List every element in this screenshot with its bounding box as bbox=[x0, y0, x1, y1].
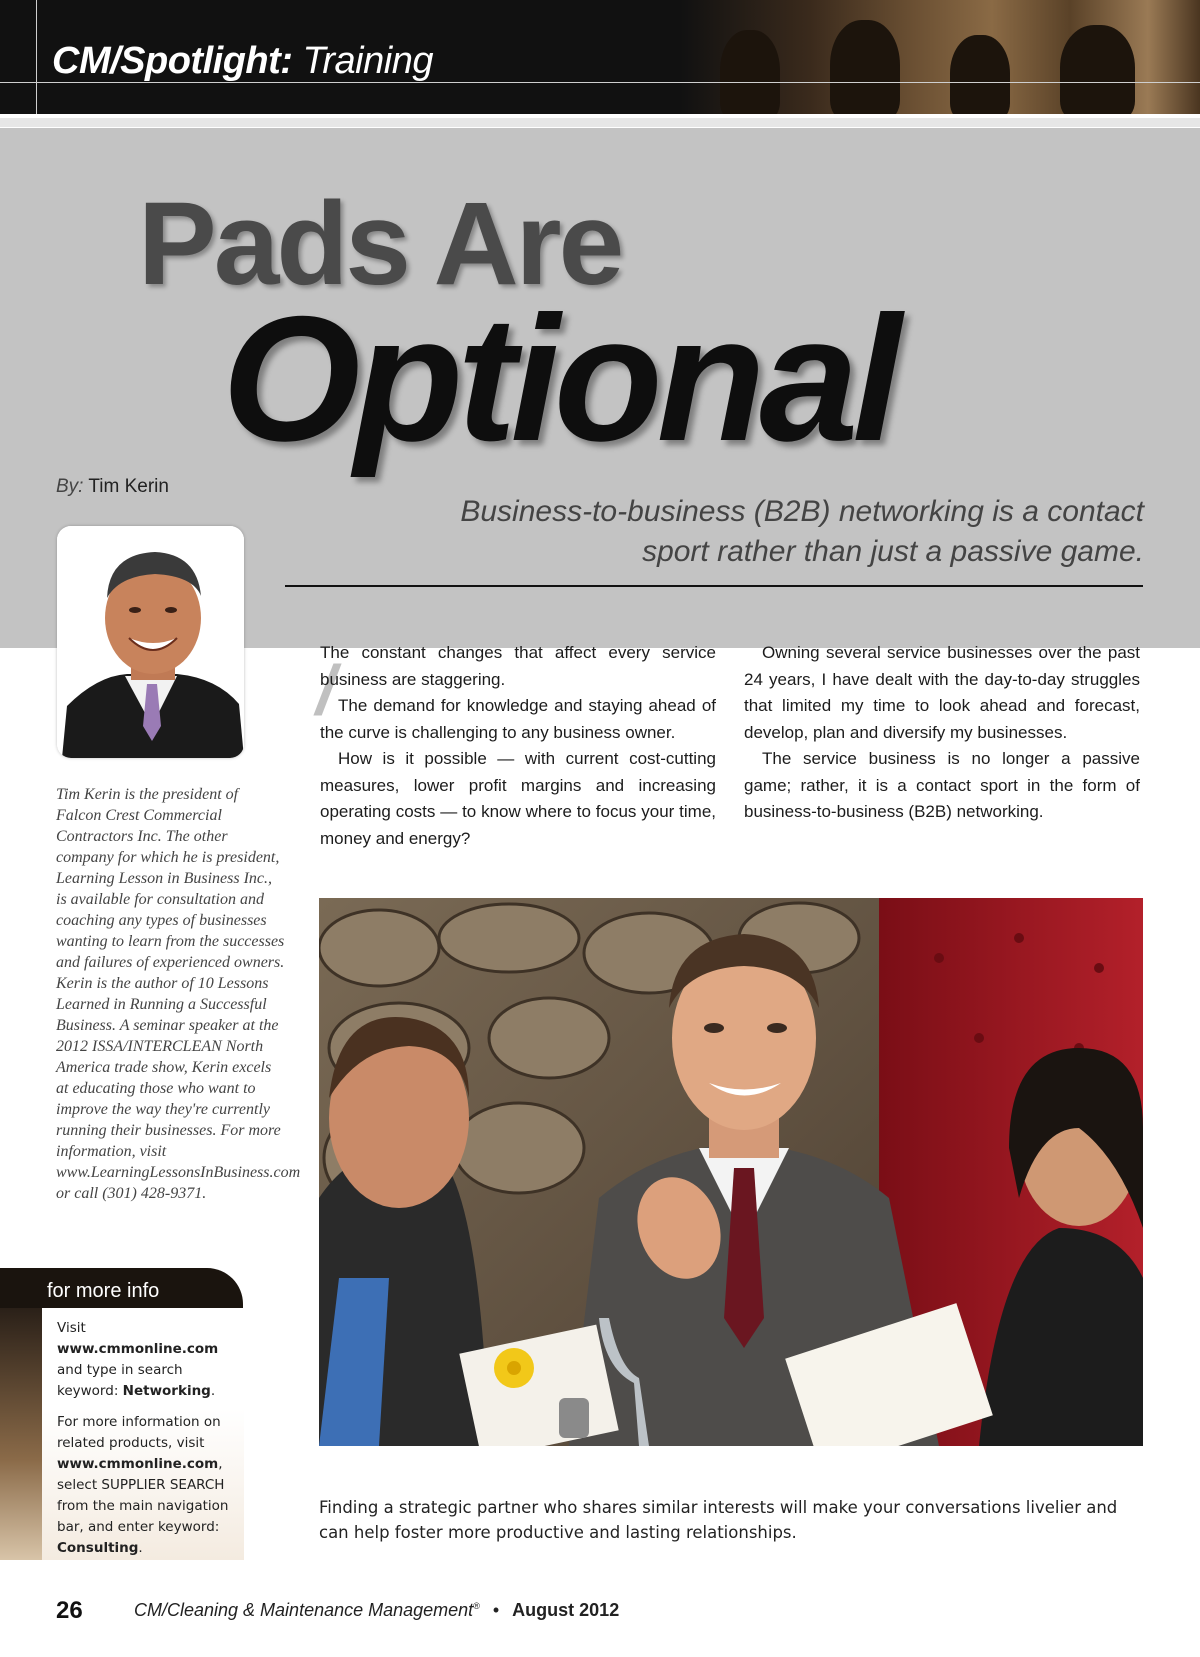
page-number: 26 bbox=[56, 1597, 83, 1624]
byline-prefix: By: bbox=[56, 476, 84, 497]
footer-publication bbox=[134, 1600, 619, 1621]
section-name: CM/Spotlight: bbox=[52, 40, 293, 82]
section-topic: Training bbox=[302, 40, 433, 82]
byline bbox=[56, 476, 169, 498]
author-name: Tim Kerin bbox=[88, 476, 169, 497]
article-subtitle: Business-to-business (B2B) networking is a contact sport rather than just a passive game. bbox=[460, 495, 1144, 568]
photo-caption: Finding a strategic partner who shares similar interests will make your conversations livelier and can help foster more productive and lasting relationships. bbox=[319, 1498, 1118, 1542]
body-column-1 bbox=[320, 640, 716, 852]
info-link[interactable]: www.cmmonline.com bbox=[57, 1456, 219, 1472]
info-box-title: for more info bbox=[47, 1280, 160, 1302]
author-photo bbox=[57, 526, 244, 758]
subtitle-rule bbox=[285, 585, 1143, 587]
info-link[interactable]: www.cmmonline.com bbox=[57, 1341, 219, 1357]
info-box-bar bbox=[0, 1308, 42, 1560]
header-rule bbox=[0, 118, 1200, 127]
info-text-segment: and type in search keyword: bbox=[57, 1362, 183, 1399]
info-keyword: Consulting bbox=[57, 1540, 139, 1556]
info-paragraph bbox=[57, 1318, 242, 1402]
article-title-line2: Optional bbox=[222, 279, 896, 478]
registered-mark: ® bbox=[473, 1601, 480, 1611]
publication-name: CM/Cleaning & Maintenance Management bbox=[134, 1600, 474, 1620]
body-paragraph: The demand for knowledge and staying ahead of the curve is challenging to any business owner. bbox=[320, 696, 716, 742]
body-paragraph: How is it possible — with current cost-cutting measures, lower profit margins and increasing operating costs — to know where to focus your time, money and energy? bbox=[320, 749, 716, 848]
body-paragraph: The constant changes that affect every service business are staggering. bbox=[320, 643, 716, 689]
body-paragraph: The service business is no longer a passive game; rather, it is a contact sport in the form of business-to-business (B2B) networking. bbox=[744, 749, 1140, 821]
info-keyword: Networking bbox=[122, 1383, 211, 1399]
body-column-2 bbox=[744, 640, 1140, 826]
pull-quote-mark: / bbox=[316, 651, 336, 729]
article-photo bbox=[319, 898, 1143, 1446]
header-photo bbox=[680, 0, 1200, 114]
body-paragraph: Owning several service businesses over the past 24 years, I have dealt with the day-to-day struggles that limited my time to look ahead and forecast, develop, plan and diversify my businesses. bbox=[744, 643, 1140, 742]
section-header bbox=[0, 0, 1200, 114]
section-title bbox=[52, 40, 433, 83]
article-title-line1: Pads Are bbox=[138, 178, 622, 310]
info-text-segment: Visit bbox=[57, 1320, 86, 1336]
info-text-segment: For more information on related products, visit bbox=[57, 1414, 221, 1451]
footer-separator: • bbox=[492, 1600, 500, 1620]
info-text-segment: . bbox=[210, 1383, 216, 1399]
info-text-segment: , select SUPPLIER SEARCH from the main navigation bar, and enter keyword: bbox=[57, 1456, 229, 1535]
header-divider-vertical bbox=[36, 0, 37, 114]
info-paragraph bbox=[57, 1412, 242, 1559]
author-bio: Tim Kerin is the president of Falcon Crest Commercial Contractors Inc. The other company for which he is president, Learning Lesson in Business Inc., is available for consultation and coaching any types of businesses wanting to learn from the successes and failures of experienced owners. Kerin is the author of 10 Lessons Learned in Running a Successful Business. A seminar speaker at the 2012 ISSA/INTERCLEAN North America trade show, Kerin excels at educating those who want to improve the way they're currently running their businesses. For more information, visit www.LearningLessonsInBusiness.com or call (301) 428-9371. bbox=[56, 786, 301, 1202]
info-text-segment: . bbox=[138, 1540, 143, 1556]
info-box-text bbox=[57, 1318, 242, 1569]
issue-date: August 2012 bbox=[512, 1600, 620, 1620]
